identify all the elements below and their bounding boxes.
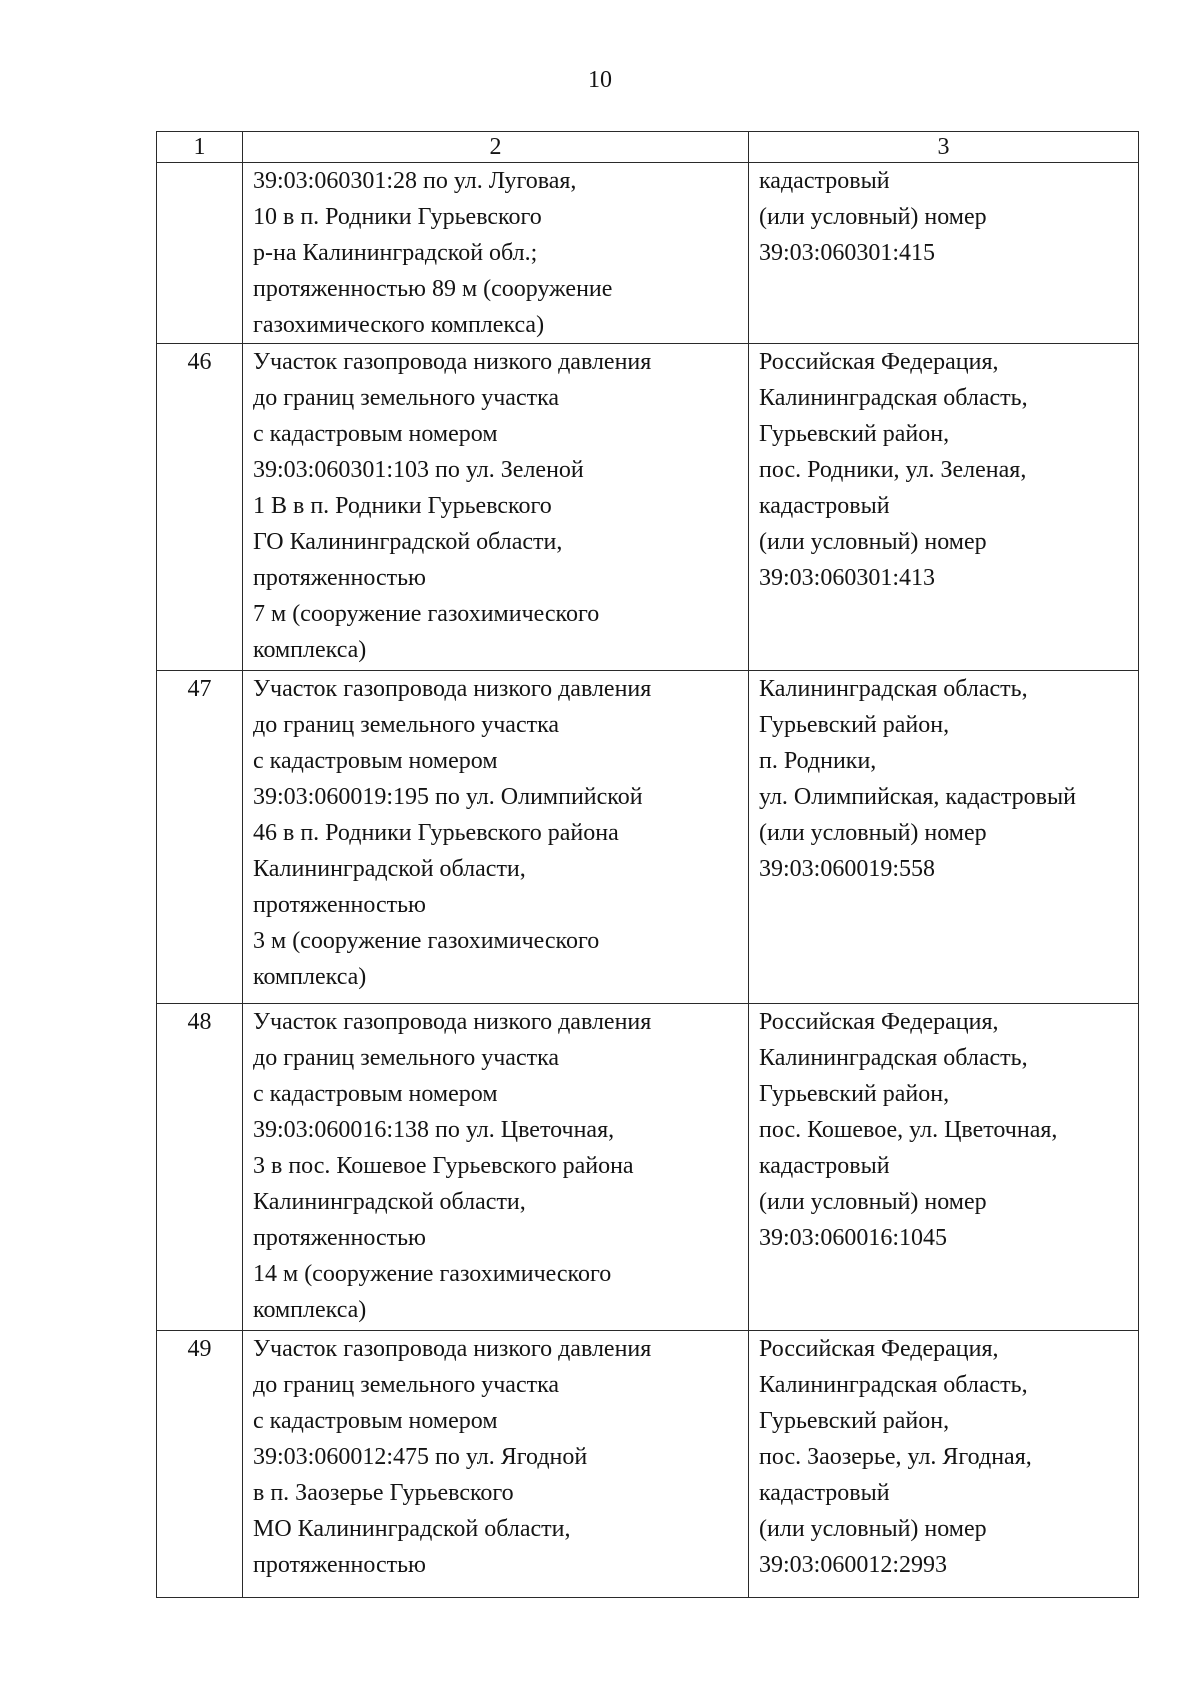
description-line: Калининградской области, bbox=[253, 1189, 526, 1215]
description-line: газохимического комплекса) bbox=[253, 312, 545, 338]
location-line: 39:03:060301:415 bbox=[759, 240, 936, 266]
description-line: в п. Заозерье Гурьевского bbox=[253, 1480, 514, 1506]
location-line: 39:03:060012:2993 bbox=[759, 1552, 948, 1578]
description-line: Участок газопровода низкого давления bbox=[253, 676, 652, 702]
description-line: протяженностью 89 м (сооружение bbox=[253, 276, 613, 302]
location-line: пос. Заозерье, ул. Ягодная, bbox=[759, 1444, 1032, 1470]
location-line: Калининградская область, bbox=[759, 1372, 1028, 1398]
column-header-2: 2 bbox=[243, 132, 749, 163]
description-line: до границ земельного участка bbox=[253, 1045, 560, 1071]
location-line: Российская Федерация, bbox=[759, 1336, 999, 1362]
column-header-1: 1 bbox=[157, 132, 243, 163]
description-line: протяженностью bbox=[253, 1552, 426, 1578]
page-number: 10 bbox=[588, 67, 612, 93]
location-line: кадастровый bbox=[759, 1480, 890, 1506]
location-line: 39:03:060301:413 bbox=[759, 565, 936, 591]
description-line: комплекса) bbox=[253, 637, 367, 663]
location-line: 39:03:060016:1045 bbox=[759, 1225, 948, 1251]
object-description-cell bbox=[243, 671, 749, 1004]
location-line: Гурьевский район, bbox=[759, 1408, 950, 1434]
table-row bbox=[157, 344, 1139, 671]
column-header-3: 3 bbox=[749, 132, 1139, 163]
location-line: Российская Федерация, bbox=[759, 349, 999, 375]
location-line: кадастровый bbox=[759, 493, 890, 519]
table-row bbox=[157, 671, 1139, 1004]
description-line: р-на Калининградской обл.; bbox=[253, 240, 538, 266]
description-line: протяженностью bbox=[253, 1225, 426, 1251]
description-line: 39:03:060016:138 по ул. Цветочная, bbox=[253, 1117, 615, 1143]
description-line: протяженностью bbox=[253, 565, 426, 591]
location-line: кадастровый bbox=[759, 1153, 890, 1179]
location-line: (или условный) номер bbox=[759, 1516, 987, 1542]
location-line: Российская Федерация, bbox=[759, 1009, 999, 1035]
location-line: кадастровый bbox=[759, 168, 890, 194]
location-cell bbox=[749, 671, 1139, 1004]
description-line: до границ земельного участка bbox=[253, 1372, 560, 1398]
object-description-cell bbox=[243, 163, 749, 344]
row-number: 46 bbox=[157, 344, 243, 671]
description-line: 3 в пос. Кошевое Гурьевского района bbox=[253, 1153, 634, 1179]
description-line: Участок газопровода низкого давления bbox=[253, 349, 652, 375]
location-line: Калининградская область, bbox=[759, 385, 1028, 411]
description-line: 3 м (сооружение газохимического bbox=[253, 928, 600, 954]
location-line: п. Родники, bbox=[759, 748, 877, 774]
row-number bbox=[157, 163, 243, 344]
location-line: (или условный) номер bbox=[759, 529, 987, 555]
location-line: Калининградская область, bbox=[759, 676, 1028, 702]
object-description-cell bbox=[243, 1331, 749, 1598]
description-line: 39:03:060301:103 по ул. Зеленой bbox=[253, 457, 584, 483]
row-number: 48 bbox=[157, 1004, 243, 1331]
location-line: пос. Родники, ул. Зеленая, bbox=[759, 457, 1027, 483]
table-row bbox=[157, 1004, 1139, 1331]
description-line: Участок газопровода низкого давления bbox=[253, 1336, 652, 1362]
description-line: до границ земельного участка bbox=[253, 385, 560, 411]
description-line: Участок газопровода низкого давления bbox=[253, 1009, 652, 1035]
description-line: 1 В в п. Родники Гурьевского bbox=[253, 493, 552, 519]
row-number: 47 bbox=[157, 671, 243, 1004]
description-line: 7 м (сооружение газохимического bbox=[253, 601, 600, 627]
description-line: с кадастровым номером bbox=[253, 421, 498, 447]
location-cell bbox=[749, 1331, 1139, 1598]
location-line: (или условный) номер bbox=[759, 820, 987, 846]
description-line: протяженностью bbox=[253, 892, 426, 918]
description-line: 39:03:060019:195 по ул. Олимпийской bbox=[253, 784, 643, 810]
description-line: 14 м (сооружение газохимического bbox=[253, 1261, 612, 1287]
location-line: ул. Олимпийская, кадастровый bbox=[759, 784, 1076, 810]
location-line: 39:03:060019:558 bbox=[759, 856, 936, 882]
description-line: 39:03:060301:28 по ул. Луговая, bbox=[253, 168, 577, 194]
location-line: (или условный) номер bbox=[759, 1189, 987, 1215]
location-line: Гурьевский район, bbox=[759, 712, 950, 738]
location-cell bbox=[749, 163, 1139, 344]
gas-pipeline-table bbox=[156, 131, 1139, 1598]
location-cell bbox=[749, 1004, 1139, 1331]
description-line: 39:03:060012:475 по ул. Ягодной bbox=[253, 1444, 588, 1470]
location-line: Калининградская область, bbox=[759, 1045, 1028, 1071]
location-cell bbox=[749, 344, 1139, 671]
object-description-cell bbox=[243, 344, 749, 671]
description-line: 46 в п. Родники Гурьевского района bbox=[253, 820, 619, 846]
location-line: пос. Кошевое, ул. Цветочная, bbox=[759, 1117, 1058, 1143]
description-line: до границ земельного участка bbox=[253, 712, 560, 738]
object-description-cell bbox=[243, 1004, 749, 1331]
description-line: 10 в п. Родники Гурьевского bbox=[253, 204, 542, 230]
description-line: с кадастровым номером bbox=[253, 1081, 498, 1107]
description-line: с кадастровым номером bbox=[253, 748, 498, 774]
table-header-row bbox=[157, 132, 1139, 163]
description-line: ГО Калининградской области, bbox=[253, 529, 563, 555]
location-line: Гурьевский район, bbox=[759, 421, 950, 447]
location-line: Гурьевский район, bbox=[759, 1081, 950, 1107]
description-line: Калининградской области, bbox=[253, 856, 526, 882]
description-line: комплекса) bbox=[253, 1297, 367, 1323]
table-body bbox=[157, 163, 1139, 1598]
description-line: комплекса) bbox=[253, 964, 367, 990]
table-row bbox=[157, 1331, 1139, 1598]
location-line: (или условный) номер bbox=[759, 204, 987, 230]
row-number: 49 bbox=[157, 1331, 243, 1598]
table-row bbox=[157, 163, 1139, 344]
description-line: МО Калининградской области, bbox=[253, 1516, 571, 1542]
description-line: с кадастровым номером bbox=[253, 1408, 498, 1434]
